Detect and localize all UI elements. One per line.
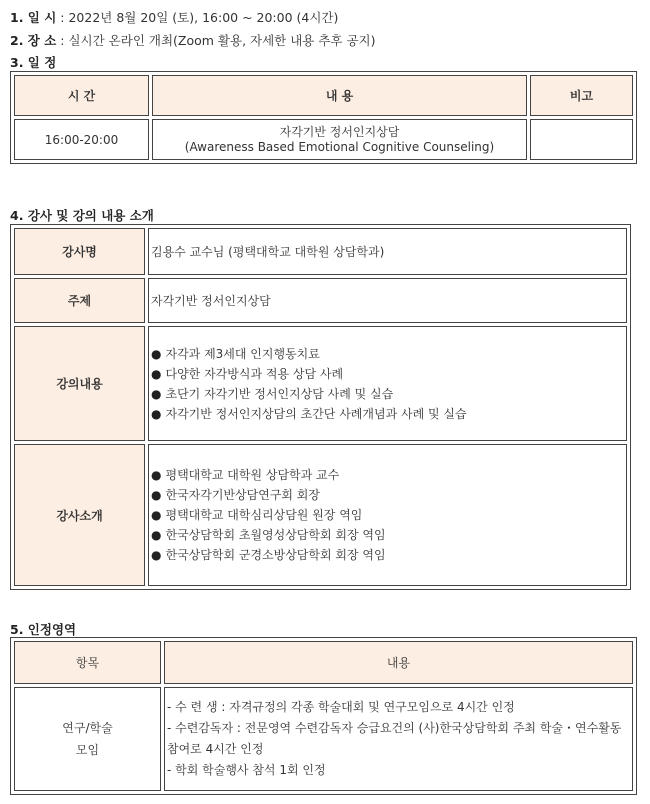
credit-heading: 5. 인정영역 [10, 622, 77, 637]
place-line: 2. 장 소 : 실시간 온라인 개최(Zoom 활용, 자세한 내용 추후 공지) [10, 33, 376, 48]
list-item: ● 다양한 자각방식과 적용 상담 사례 [151, 364, 626, 384]
schedule-header-content: 내 용 [152, 75, 527, 116]
schedule-content-en: (Awareness Based Emotional Cognitive Counseling) [184, 139, 495, 154]
credit-item-cell [14, 687, 161, 791]
credit-header-content: 내용 [164, 641, 633, 684]
list-item: ● 평택대학교 대학원 상담학과 교수 [151, 465, 626, 485]
lecturer-name-value: 김용수 교수님 (평택대학교 대학원 상담학과) [148, 228, 627, 275]
credit-header-item: 항목 [14, 641, 161, 684]
date-label: 1. 일 시 [10, 10, 57, 25]
list-item: ● 평택대학교 대학심리상담원 원장 역임 [151, 505, 626, 525]
lecturer-intro-list [151, 465, 626, 565]
credit-content-cell [164, 687, 633, 791]
place-value: 실시간 온라인 개최(Zoom 활용, 자세한 내용 추후 공지) [68, 33, 376, 48]
schedule-content-ko: 자각기반 정서인지상담 [279, 124, 400, 139]
list-item: ● 한국상담학회 군경소방상담학회 회장 역임 [151, 545, 626, 565]
list-item: - 수련감독자 : 전문영역 수련감독자 승급요건의 (사)한국상담학회 주최 학술・연수활동 참여로 4시간 인정 [167, 721, 622, 756]
credit-table [10, 637, 637, 795]
list-item: ● 한국자각기반상담연구회 회장 [151, 485, 626, 505]
lecture-content-list [151, 344, 626, 424]
schedule-time-cell: 16:00-20:00 [14, 119, 149, 160]
lecture-content-cell [148, 326, 627, 441]
schedule-note-cell [530, 119, 633, 160]
lecture-content-label: 강의내용 [14, 326, 145, 441]
schedule-heading: 3. 일 정 [10, 55, 57, 70]
credit-item-line2: 모임 [75, 743, 100, 757]
lecturer-table [10, 224, 631, 590]
lecturer-topic-label: 주제 [14, 278, 145, 323]
lecturer-heading: 4. 강사 및 강의 내용 소개 [10, 208, 154, 223]
lecturer-name-label: 강사명 [14, 228, 145, 275]
schedule-table [10, 71, 637, 164]
place-label: 2. 장 소 [10, 33, 57, 48]
schedule-header-note: 비고 [530, 75, 633, 116]
date-line: 1. 일 시 : 2022년 8월 20일 (토), 16:00 ~ 20:00 (4시간) [10, 10, 339, 25]
list-item: ● 자각과 제3세대 인지행동치료 [151, 344, 626, 364]
list-item: ● 초단기 자각기반 정서인지상담 사례 및 실습 [151, 384, 626, 404]
schedule-content-cell [152, 119, 527, 160]
list-item: - 수 련 생 : 자격규정의 각종 학술대회 및 연구모임으로 4시간 인정 [167, 700, 515, 714]
lecturer-topic-value: 자각기반 정서인지상담 [148, 278, 627, 323]
credit-item-line1: 연구/학술 [62, 721, 113, 735]
date-value: 2022년 8월 20일 (토), 16:00 ~ 20:00 (4시간) [68, 10, 339, 25]
list-item: ● 자각기반 정서인지상담의 초간단 사례개념과 사례 및 실습 [151, 404, 626, 424]
list-item: - 학회 학술행사 참석 1회 인정 [167, 763, 326, 777]
list-item: ● 한국상담학회 초월영성상담학회 회장 역임 [151, 525, 626, 545]
lecturer-intro-cell [148, 444, 627, 586]
schedule-header-time: 시 간 [14, 75, 149, 116]
credit-content-list [167, 697, 628, 781]
lecturer-intro-label: 강사소개 [14, 444, 145, 586]
